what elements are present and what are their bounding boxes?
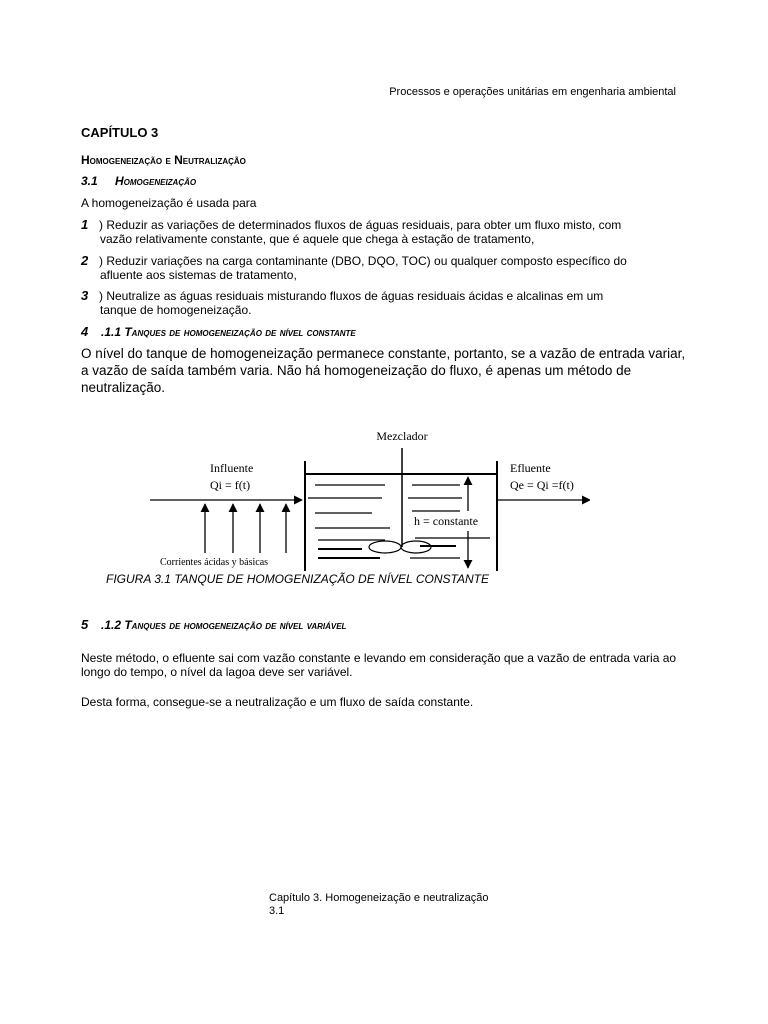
paragraph-variable-level: Neste método, o efluente sai com vazão constante e levando em consideração que a vazão de entrada varia ao longo do tempo, o nível da lagoa deve ser variável. — [81, 651, 677, 679]
figure-caption: FIGURA 3.1 TANQUE DE HOMOGENIZAÇÃO DE NÍVEL CONSTANTE — [106, 572, 489, 586]
list-item-text: ) Reduzir as variações de determinados fluxos de águas residuais, para obter um fluxo misto, com — [99, 218, 622, 232]
running-header: Processos e operações unitárias em engenharia ambiental — [389, 86, 676, 98]
paragraph-final: Desta forma, consegue-se a neutralização e um fluxo de saída constante. — [81, 695, 474, 709]
list-item-text: ) Neutralize as águas residuais misturando fluxos de águas residuais ácidas e alcalinas em um — [99, 289, 604, 303]
section-title: .1.2 Tanques de homogeneização de nível variável — [101, 618, 347, 632]
intro-text: A homogeneização é usada para — [81, 196, 257, 210]
paragraph-constant-level: O nível do tanque de homogeneização permanece constante, portanto, se a vazão de entrada variar, a vazão de saída também varia. Não há homogeneização do fluxo, é apenas um método de neutralização. — [81, 346, 686, 395]
section-heading-3-1 — [81, 174, 196, 188]
mixer-label: Mezclador — [376, 429, 428, 443]
section-heading-5-1-2 — [81, 617, 346, 632]
figure-tank-diagram — [150, 425, 590, 573]
list-item-number: 3 — [81, 288, 89, 303]
section-number: 5 — [81, 617, 89, 632]
effluent-formula: Qe = Qi =f(t) — [510, 478, 574, 492]
footer-chapter: Capítulo 3. Homogeneização e neutralização — [269, 892, 489, 904]
currents-label: Corrientes ácidas y básicas — [160, 557, 269, 568]
list-item-number: 1 — [81, 217, 89, 232]
section-heading-main: Homogeneização e Neutralização — [81, 153, 246, 167]
section-title: .1.1 Tanques de homogeneização de nível constante — [101, 325, 356, 339]
tank-diagram — [150, 425, 590, 573]
chapter-title: CAPÍTULO 3 — [81, 125, 159, 140]
level-label: h = constante — [414, 514, 479, 528]
section-number: 4 — [81, 324, 89, 339]
influent-formula: Qi = f(t) — [210, 478, 251, 492]
section-heading-4-1-1 — [81, 324, 356, 339]
list-item-text-continued: vazão relativamente constante, que é aquele que chega à estação de tratamento, — [100, 232, 535, 246]
list-item-text-continued: tanque de homogeneização. — [100, 303, 252, 317]
influent-label: Influente — [210, 461, 254, 475]
page-footer — [269, 892, 489, 918]
footer-page-number: 3.1 — [269, 905, 285, 917]
section-number: 3.1 — [81, 174, 98, 188]
effluent-label: Efluente — [510, 461, 551, 475]
list-item-text-continued: afluente aos sistemas de tratamento, — [100, 268, 297, 282]
section-title: Homogeneização — [115, 174, 197, 188]
list-item-number: 2 — [81, 253, 89, 268]
impeller-blade-left — [369, 541, 401, 553]
list-item-text: ) Reduzir variações na carga contaminante (DBO, DQO, TOC) ou qualquer composto específico do — [99, 254, 627, 268]
